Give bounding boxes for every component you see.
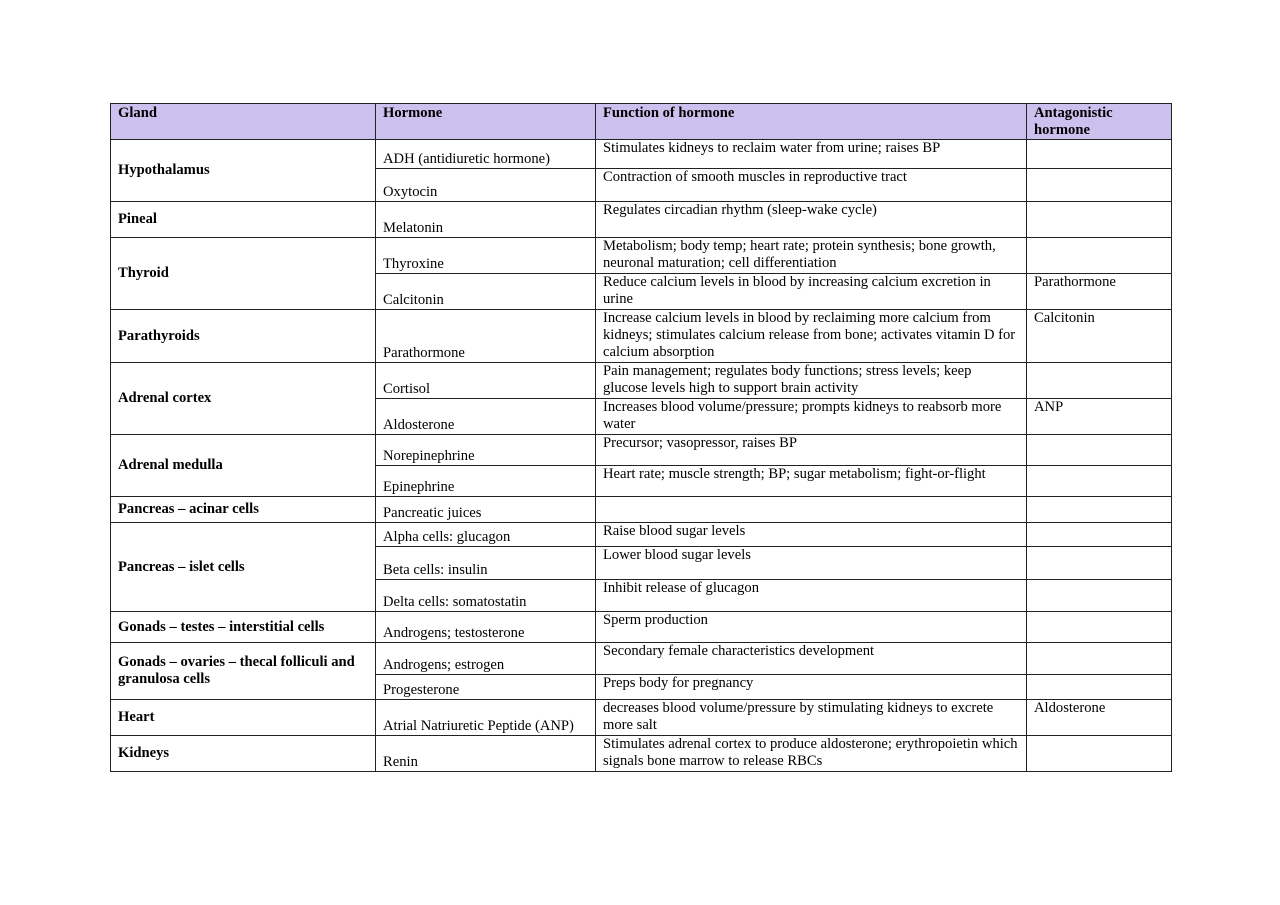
gland-cell: Gonads – ovaries – thecal folliculi and granulosa cells bbox=[111, 643, 376, 700]
function-cell: Stimulates adrenal cortex to produce aldosterone; erythropoietin which signals bone marrow to release RBCs bbox=[596, 736, 1027, 772]
table-row bbox=[111, 497, 1172, 523]
table-row bbox=[111, 140, 1172, 169]
hormone-cell: Thyroxine bbox=[376, 238, 596, 274]
antagonist-cell bbox=[1027, 169, 1172, 202]
function-cell: Inhibit release of glucagon bbox=[596, 580, 1027, 612]
table-row bbox=[111, 238, 1172, 274]
table-row bbox=[111, 736, 1172, 772]
function-cell: Preps body for pregnancy bbox=[596, 675, 1027, 700]
hormone-cell: ADH (antidiuretic hormone) bbox=[376, 140, 596, 169]
hormone-cell: Epinephrine bbox=[376, 466, 596, 497]
function-cell: Reduce calcium levels in blood by increasing calcium excretion in urine bbox=[596, 274, 1027, 310]
table-row bbox=[111, 643, 1172, 675]
gland-cell: Hypothalamus bbox=[111, 140, 376, 202]
function-cell: Precursor; vasopressor, raises BP bbox=[596, 435, 1027, 466]
hormone-cell: Cortisol bbox=[376, 363, 596, 399]
endocrine-hormone-table bbox=[110, 103, 1172, 772]
header-gland: Gland bbox=[111, 104, 376, 140]
antagonist-cell: Calcitonin bbox=[1027, 310, 1172, 363]
hormone-cell: Aldosterone bbox=[376, 399, 596, 435]
function-cell: Lower blood sugar levels bbox=[596, 547, 1027, 580]
antagonist-cell bbox=[1027, 736, 1172, 772]
table-row bbox=[111, 523, 1172, 547]
antagonist-cell bbox=[1027, 643, 1172, 675]
antagonist-cell bbox=[1027, 140, 1172, 169]
gland-cell: Pineal bbox=[111, 202, 376, 238]
table-row bbox=[111, 435, 1172, 466]
hormone-cell: Pancreatic juices bbox=[376, 497, 596, 523]
antagonist-cell bbox=[1027, 435, 1172, 466]
table-row bbox=[111, 310, 1172, 363]
antagonist-cell bbox=[1027, 675, 1172, 700]
antagonist-cell bbox=[1027, 612, 1172, 643]
function-cell: Contraction of smooth muscles in reproductive tract bbox=[596, 169, 1027, 202]
gland-cell: Heart bbox=[111, 700, 376, 736]
function-cell: Increases blood volume/pressure; prompts kidneys to reabsorb more water bbox=[596, 399, 1027, 435]
hormone-cell: Androgens; estrogen bbox=[376, 643, 596, 675]
function-cell: Increase calcium levels in blood by reclaiming more calcium from kidneys; stimulates calcium release from bone; activates vitamin D for calcium absorption bbox=[596, 310, 1027, 363]
hormone-cell: Norepinephrine bbox=[376, 435, 596, 466]
antagonist-cell bbox=[1027, 523, 1172, 547]
function-cell: Raise blood sugar levels bbox=[596, 523, 1027, 547]
hormone-cell: Melatonin bbox=[376, 202, 596, 238]
hormone-cell: Alpha cells: glucagon bbox=[376, 523, 596, 547]
antagonist-cell bbox=[1027, 547, 1172, 580]
table-row bbox=[111, 700, 1172, 736]
function-cell: decreases blood volume/pressure by stimulating kidneys to excrete more salt bbox=[596, 700, 1027, 736]
antagonist-cell bbox=[1027, 466, 1172, 497]
antagonist-cell bbox=[1027, 363, 1172, 399]
header-function: Function of hormone bbox=[596, 104, 1027, 140]
gland-cell: Parathyroids bbox=[111, 310, 376, 363]
gland-cell: Pancreas – islet cells bbox=[111, 523, 376, 612]
function-cell: Sperm production bbox=[596, 612, 1027, 643]
antagonist-cell bbox=[1027, 497, 1172, 523]
header-antagonistic-hormone: Antagonistic hormone bbox=[1027, 104, 1172, 140]
gland-cell: Pancreas – acinar cells bbox=[111, 497, 376, 523]
table-row bbox=[111, 612, 1172, 643]
antagonist-cell bbox=[1027, 580, 1172, 612]
gland-cell: Thyroid bbox=[111, 238, 376, 310]
gland-cell: Gonads – testes – interstitial cells bbox=[111, 612, 376, 643]
hormone-cell: Oxytocin bbox=[376, 169, 596, 202]
function-cell: Pain management; regulates body functions; stress levels; keep glucose levels high to support brain activity bbox=[596, 363, 1027, 399]
gland-cell: Kidneys bbox=[111, 736, 376, 772]
antagonist-cell bbox=[1027, 202, 1172, 238]
antagonist-cell bbox=[1027, 238, 1172, 274]
hormone-cell: Delta cells: somatostatin bbox=[376, 580, 596, 612]
function-cell bbox=[596, 497, 1027, 523]
function-cell: Stimulates kidneys to reclaim water from urine; raises BP bbox=[596, 140, 1027, 169]
function-cell: Secondary female characteristics development bbox=[596, 643, 1027, 675]
table-row bbox=[111, 363, 1172, 399]
gland-cell: Adrenal medulla bbox=[111, 435, 376, 497]
function-cell: Regulates circadian rhythm (sleep-wake cycle) bbox=[596, 202, 1027, 238]
antagonist-cell: ANP bbox=[1027, 399, 1172, 435]
function-cell: Heart rate; muscle strength; BP; sugar metabolism; fight-or-flight bbox=[596, 466, 1027, 497]
function-cell: Metabolism; body temp; heart rate; protein synthesis; bone growth, neuronal maturation; cell differentiation bbox=[596, 238, 1027, 274]
gland-cell: Adrenal cortex bbox=[111, 363, 376, 435]
hormone-cell: Progesterone bbox=[376, 675, 596, 700]
table-row bbox=[111, 202, 1172, 238]
hormone-cell: Androgens; testosterone bbox=[376, 612, 596, 643]
header-row bbox=[111, 104, 1172, 140]
header-hormone: Hormone bbox=[376, 104, 596, 140]
hormone-cell: Atrial Natriuretic Peptide (ANP) bbox=[376, 700, 596, 736]
hormone-cell: Renin bbox=[376, 736, 596, 772]
hormone-cell: Parathormone bbox=[376, 310, 596, 363]
hormone-cell: Calcitonin bbox=[376, 274, 596, 310]
table-body bbox=[111, 140, 1172, 772]
antagonist-cell: Parathormone bbox=[1027, 274, 1172, 310]
hormone-cell: Beta cells: insulin bbox=[376, 547, 596, 580]
antagonist-cell: Aldosterone bbox=[1027, 700, 1172, 736]
